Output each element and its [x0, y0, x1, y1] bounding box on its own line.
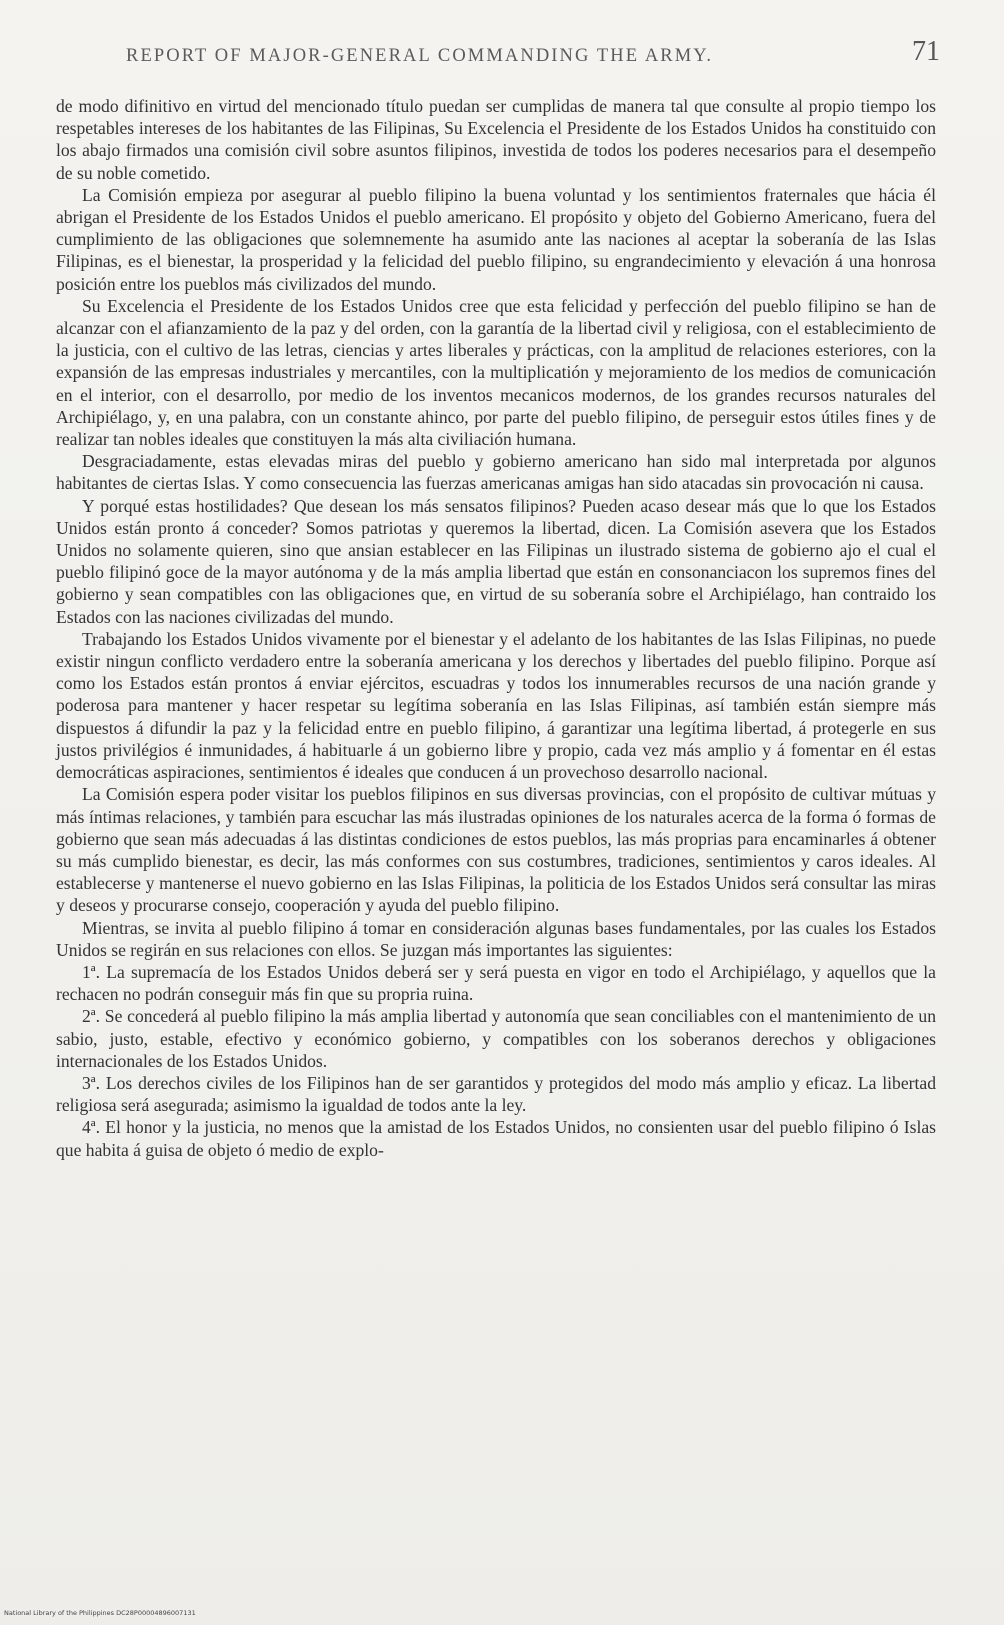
page-number: 71 [912, 36, 940, 67]
paragraph-sovereignty: Trabajando los Estados Unidos vivamente por el bienestar y el adelanto de los habitantes de las Islas Filipinas, no puede existir ningun conflicto verdadero entre la soberanía americana y los derechos y libertades del pueblo filipino. Porque así como los Estados están prontos á enviar ejércitos, escuadras y todos los innumerables recursos de una nación grande y poderosa para mantener y hacer respetar su legítima soberanía en las Islas Filipinas, así también están siempre más dispuestos á difundir la paz y la felicidad entre en pueblo filipino, á garantizar una legítima libertad, á protegerle en sus justos privilégios é inmunidades, á habituarle á un gobierno libre y propio, cada vez más amplio y á fomentar en él estas democráticas aspiraciones, sentimientos é ideales que conducen á un provechoso desarrollo nacional. [56, 628, 936, 783]
body-text [56, 95, 936, 1161]
running-head: REPORT OF MAJOR-GENERAL COMMANDING THE ARMY. [126, 46, 714, 66]
paragraph-base-3: 3ª. Los derechos civiles de los Filipinos han de ser garantidos y protegidos del modo más amplio y eficaz. La libertad religiosa será asegurada; asimismo la igualdad de todos ante la ley. [56, 1072, 936, 1116]
paragraph-base-2: 2ª. Se concederá al pueblo filipino la más amplia libertad y autonomía que sean conciliables con el mantenimiento de un sabio, justo, estable, efectivo y económico gobierno, y compatibles con los soberanos derechos y obligaciones internacionales de los Estados Unidos. [56, 1006, 936, 1071]
paragraph-hostilities: Y porqué estas hostilidades? Que desean los más sensatos filipinos? Pueden acaso desear más que lo que los Estados Unidos están pronto á conceder? Somos patriotas y queremos la libertad, dicen. La Comisión asevera que los Estados Unidos no solamente quieren, sino que ansian establecer en las Filipinas un ilustrado sistema de gobierno ajo el cual el pueblo filipinó goce de la mayor autónoma y de la más amplia libertad que están en consonanciacon los supremos fines del gobierno y sean compatibles con las obligaciones que, en virtud de su soberanía sobre el Archipiélago, han contraido los Estados con las naciones civilizadas del mundo. [56, 495, 936, 627]
paragraph-president-belief: Su Excelencia el Presidente de los Estados Unidos cree que esta felicidad y perfección del pueblo filipino se han de alcanzar con el afianzamiento de la paz y del orden, con la garantía de la libertad civil y religiosa, con el establecimiento de la justicia, con el cultivo de las letras, ciencias y artes liberales y prácticas, con la amplitud de relaciones esteriores, con la expansión de las empresas industriales y mercantiles, con la multiplicatión y mejoramiento de los medios de comunicación en el interior, con el desarrollo, por medio de los inventos mecanicos modernos, de los grandes recursos naturales del Archipiélago, y, en una palabra, con un constante ahinco, por parte del pueblo filipino, de perseguir estos útiles fines y de realizar tan nobles ideales que constituyen la más alta civiliación humana. [56, 295, 936, 450]
paragraph-base-4: 4ª. El honor y la justicia, no menos que la amistad de los Estados Unidos, no consienten usar del pueblo filipino ó Islas que habita á guisa de objeto ó medio de explo- [56, 1117, 936, 1160]
paragraph-bases-intro: Mientras, se invita al pueblo filipino á tomar en consideración algunas bases fundamentales, por las cuales los Estados Unidos se regirán en sus relaciones con ellos. Se juzgan más importantes las siguientes: [56, 917, 936, 960]
paragraph-commission-visit: La Comisión espera poder visitar los pueblos filipinos en sus diversas provincias, con el propósito de cultivar mútuas y más íntimas relaciones, y también para escuchar las más ilustradas opiniones de los naturales acerca de la forma ó formas de gobierno que sean más adecuadas á las distintas condiciones de estos pueblos, las más proprias para encaminarles á obtener su más cumplido bienestar, es decir, las más conformes con sus costumbres, tradiciones, sentimientos y caros ideales. Al establecerse y mantenerse el nuevo gobierno en las Islas Filipinas, la politicia de los Estados Unidos será consultar las miras y deseos y procurarse consejo, cooperación y ayuda del pueblo filipino. [56, 784, 936, 916]
library-credit: National Library of the Philippines DC28P00004896007131 [4, 1609, 196, 1617]
page-header [110, 30, 940, 78]
paragraph-continuation: de modo difinitivo en virtud del mencionado título puedan ser cumplidas de manera tal que consulte al propio tiempo los respetables intereses de los habitantes de las Filipinas, Su Excelencia el Presidente de los Estados Unidos ha constituido con los abajo firmados una comisión civil sobre asuntos filipinos, investida de todos los poderes necesarios para el desempeño de su noble cometido. [56, 96, 936, 183]
paragraph-misinterpretation: Desgraciadamente, estas elevadas miras del pueblo y gobierno americano han sido mal interpretada por algunos habitantes de ciertas Islas. Y como consecuencia las fuerzas americanas amigas han sido atacadas sin provocación ni causa. [56, 451, 936, 494]
paragraph-commission-goodwill: La Comisión empieza por asegurar al pueblo filipino la buena voluntad y los sentimientos fraternales que hácia él abrigan el Presidente de los Estados Unidos el pueblo americano. El propósito y objeto del Gobierno Americano, fuera del cumplimiento de las obligaciones que solemnemente ha asumido ante las naciones al aceptar la soberanía de las Islas Filipinas, es el bienestar, la prosperidad y la felicidad del pueblo filipino, su engrandecimiento y elevación á una honrosa posición entre los pueblos más civilizados del mundo. [56, 184, 936, 294]
paragraph-base-1: 1ª. La supremacía de los Estados Unidos deberá ser y será puesta en vigor en todo el Archipiélago, y aquellos que la rechacen no podrán conseguir más fin que su propria ruina. [56, 961, 936, 1005]
